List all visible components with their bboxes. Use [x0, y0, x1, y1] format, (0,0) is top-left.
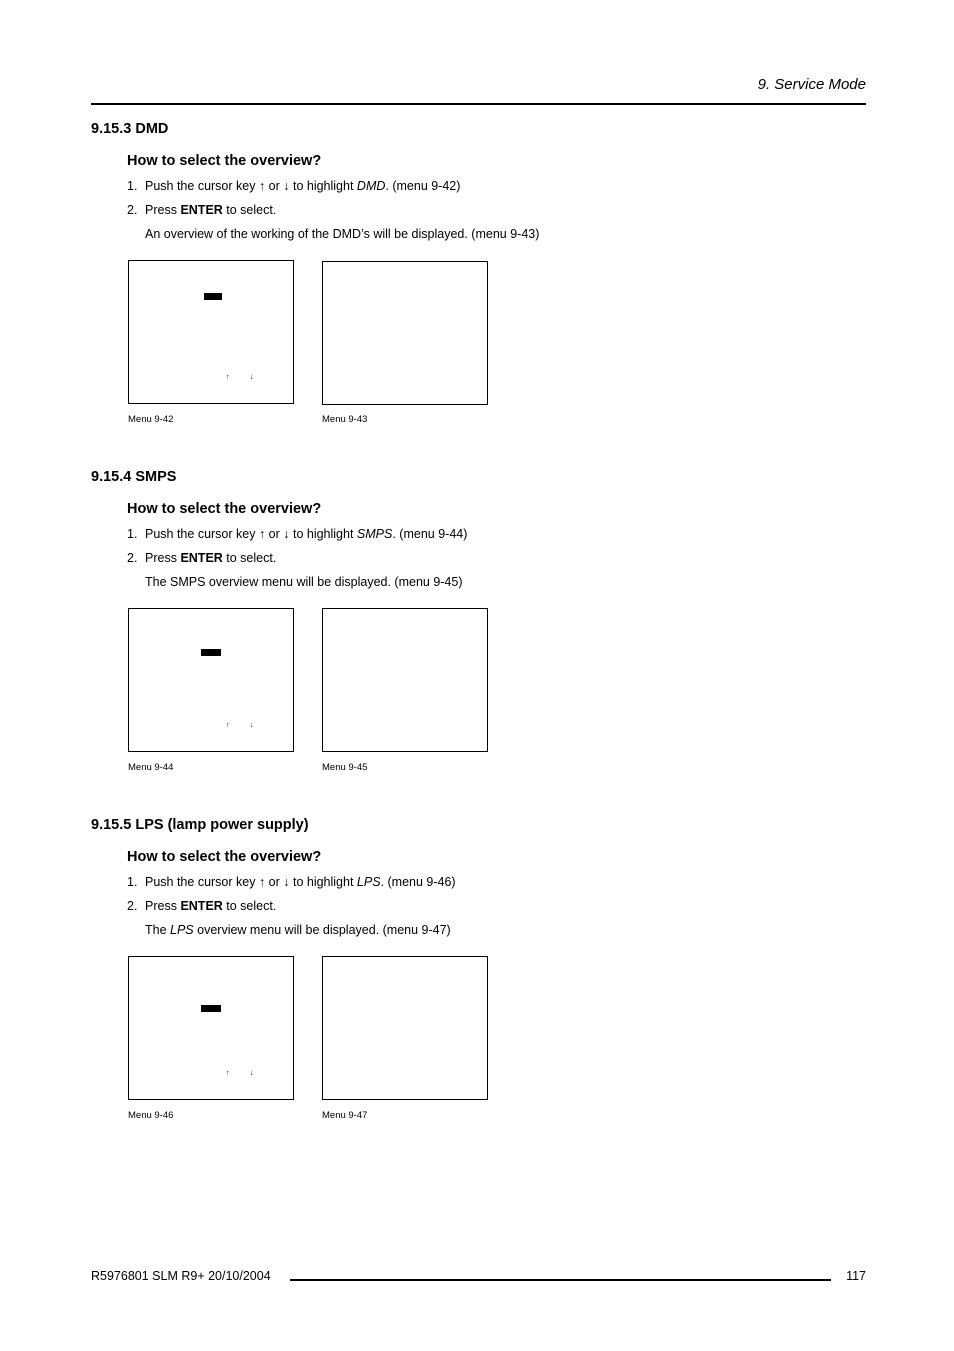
step-2: 2. Press ENTER to select. — [127, 551, 277, 565]
down-arrow-icon: ↓ — [250, 1070, 254, 1077]
step-1: 1. Push the cursor key ↑ or ↓ to highlight SMPS. (menu 9-44) — [127, 527, 468, 541]
step-1: 1. Push the cursor key ↑ or ↓ to highlight DMD. (menu 9-42) — [127, 179, 461, 193]
footer-rule — [290, 1279, 831, 1281]
menu-screenshot-9-42 — [128, 260, 294, 404]
header-rule — [91, 103, 866, 105]
down-arrow-icon: ↓ — [250, 722, 254, 729]
highlight-bar — [201, 1005, 221, 1012]
menu-screenshot-9-44 — [128, 608, 294, 752]
running-header: 9. Service Mode — [757, 76, 866, 93]
menu-caption: Menu 9-46 — [128, 1110, 174, 1121]
page-number: 117 — [846, 1269, 866, 1283]
up-arrow-icon: ↑ — [226, 1070, 230, 1077]
menu-caption: Menu 9-44 — [128, 762, 174, 773]
highlight-bar — [204, 293, 222, 300]
up-arrow-icon: ↑ — [226, 722, 230, 729]
subsection-title: How to select the overview? — [127, 153, 322, 169]
menu-screenshot-9-43 — [322, 261, 488, 405]
step-2: 2. Press ENTER to select. — [127, 203, 277, 217]
step-1: 1. Push the cursor key ↑ or ↓ to highlight LPS. (menu 9-46) — [127, 875, 456, 889]
subsection-title: How to select the overview? — [127, 501, 322, 517]
up-arrow-icon: ↑ — [226, 374, 230, 381]
result-note: The SMPS overview menu will be displayed. (menu 9-45) — [145, 575, 463, 589]
footer-document-id: R5976801 SLM R9+ 20/10/2004 — [91, 1269, 271, 1283]
menu-caption: Menu 9-45 — [322, 762, 368, 773]
step-2: 2. Press ENTER to select. — [127, 899, 277, 913]
menu-screenshot-9-45 — [322, 608, 488, 752]
section-title-dmd: 9.15.3 DMD — [91, 121, 169, 137]
menu-caption: Menu 9-42 — [128, 414, 174, 425]
menu-caption: Menu 9-43 — [322, 414, 368, 425]
section-title-lps: 9.15.5 LPS (lamp power supply) — [91, 817, 309, 833]
down-arrow-icon: ↓ — [250, 374, 254, 381]
subsection-title: How to select the overview? — [127, 849, 322, 865]
result-note: An overview of the working of the DMD’s will be displayed. (menu 9-43) — [145, 227, 540, 241]
menu-caption: Menu 9-47 — [322, 1110, 368, 1121]
section-title-smps: 9.15.4 SMPS — [91, 469, 177, 485]
menu-screenshot-9-47 — [322, 956, 488, 1100]
highlight-bar — [201, 649, 221, 656]
result-note: The LPS overview menu will be displayed. (menu 9-47) — [145, 923, 451, 937]
menu-screenshot-9-46 — [128, 956, 294, 1100]
